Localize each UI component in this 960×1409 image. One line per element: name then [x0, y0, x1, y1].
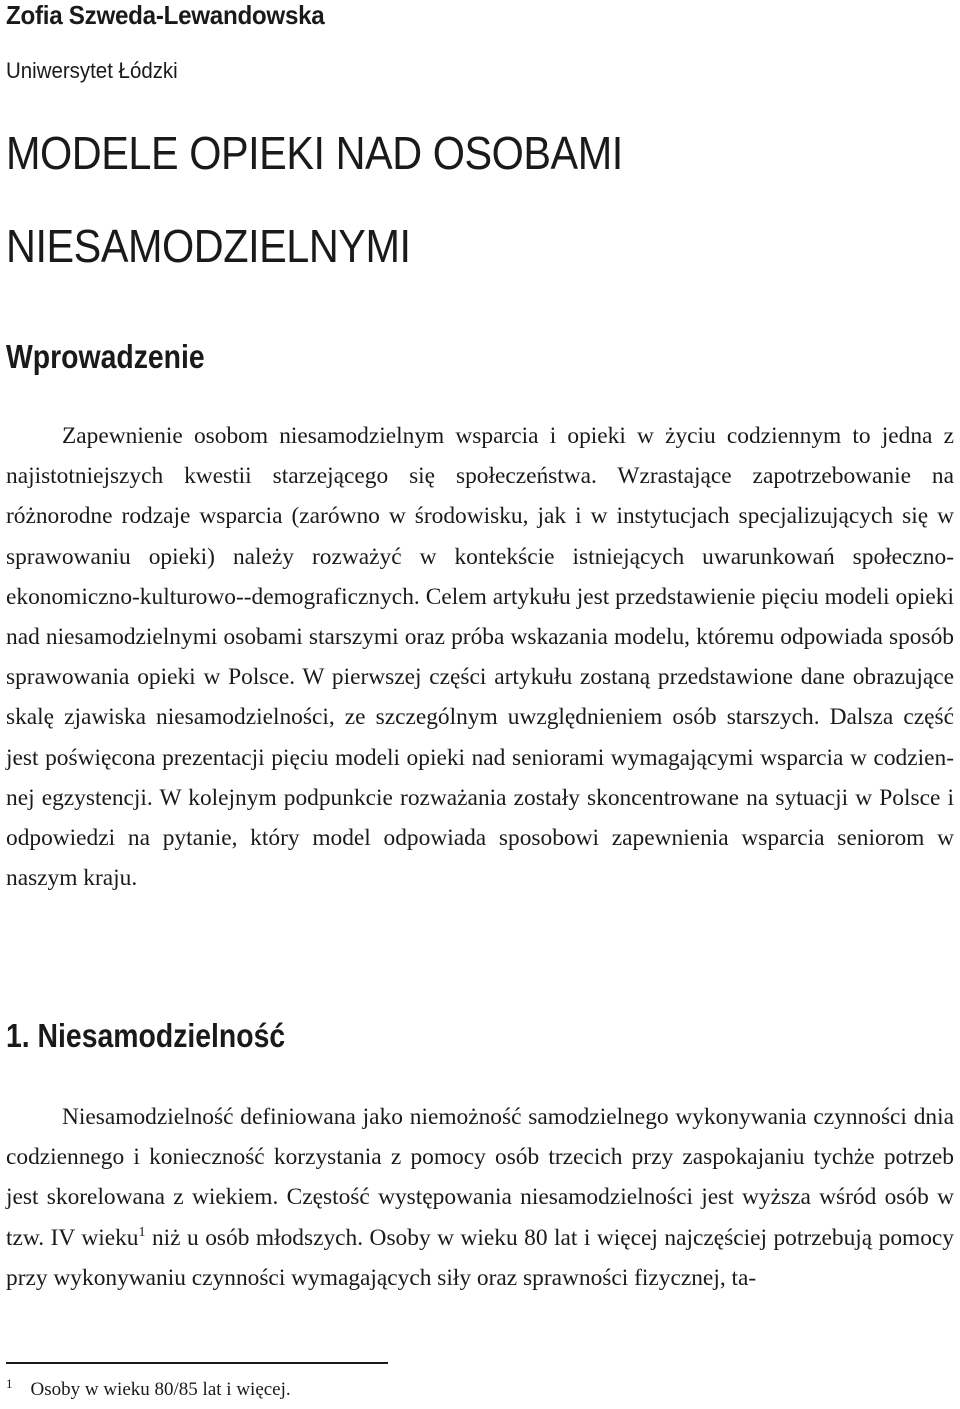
section-1-text-part-1: Niesamodzielność definiowana jako niemożność samodzielnego wykonywania czynności dnia codziennego i konieczność korzystania z pomocy osób trzecich przy zaspokajaniu tychże potrzeb jest skorelowana z wiekiem. Częstość występowania niesamodzielności jest wyższa wśród osób w tzw. IV wieku	[6, 1104, 954, 1251]
footnote	[6, 1375, 291, 1402]
intro-heading: Wprowadzenie	[6, 338, 205, 375]
footnote-reference[interactable]: 1	[138, 1224, 146, 1240]
footnote-divider	[6, 1362, 388, 1364]
footnote-text: Osoby w wieku 80/85 lat i więcej.	[30, 1379, 291, 1400]
section-1-text-part-2: niż u osób młodszych. Osoby w wieku 80 lat i więcej najczęściej potrzebują pomocy przy wykonywaniu czynności wymagających siły oraz sprawności fizycznej, ta-	[6, 1224, 954, 1291]
intro-paragraph: Zapewnienie osobom niesamodzielnym wsparcia i opieki w życiu codziennym to jedna z najistotniejszych kwestii starzejącego się społeczeństwa. Wzrastające zapotrzebowanie na różnorodne rodzaje wsparcia (zarówno w środowisku, jak i w instytucjach specjalizujących się w sprawowaniu opieki) należy rozważyć w kontekście istniejących uwarunkowań społeczno-ekonomiczno-kulturowo--demograficznych. Celem artykułu jest przedstawienie pięciu modeli opieki nad niesamodzielnymi osobami starszymi oraz próba wskazania modelu, któremu odpowiada sposób sprawowania opieki w Polsce. W pierwszej części artykułu zostaną przedstawione dane obrazujące skalę zjawiska niesamodzielności, ze szczególnym uwzględnieniem osób starszych. Dalsza część jest poświęcona prezentacji pięciu modeli opieki nad seniorami wymagającymi wsparcia w codziennej egzystencji. W kolejnym podpunkcie rozważania zostały skoncentrowane na sytuacji w Polsce i odpowiedzi na pytanie, który model odpowiada sposobowi zapewnienia wsparcia seniorom w naszym kraju.	[6, 423, 954, 892]
section-1-heading: 1. Niesamodzielność	[6, 1017, 286, 1054]
article-title-line-2: NIESAMODZIELNYMI	[6, 220, 411, 272]
section-1-paragraph	[6, 1097, 954, 1298]
article-title-line-1: MODELE OPIEKI NAD OSOBAMI	[6, 127, 623, 179]
author-name: Zofia Szweda-Lewandowska	[6, 0, 325, 30]
author-affiliation: Uniwersytet Łódzki	[6, 58, 178, 83]
footnote-number: 1	[6, 1375, 13, 1391]
